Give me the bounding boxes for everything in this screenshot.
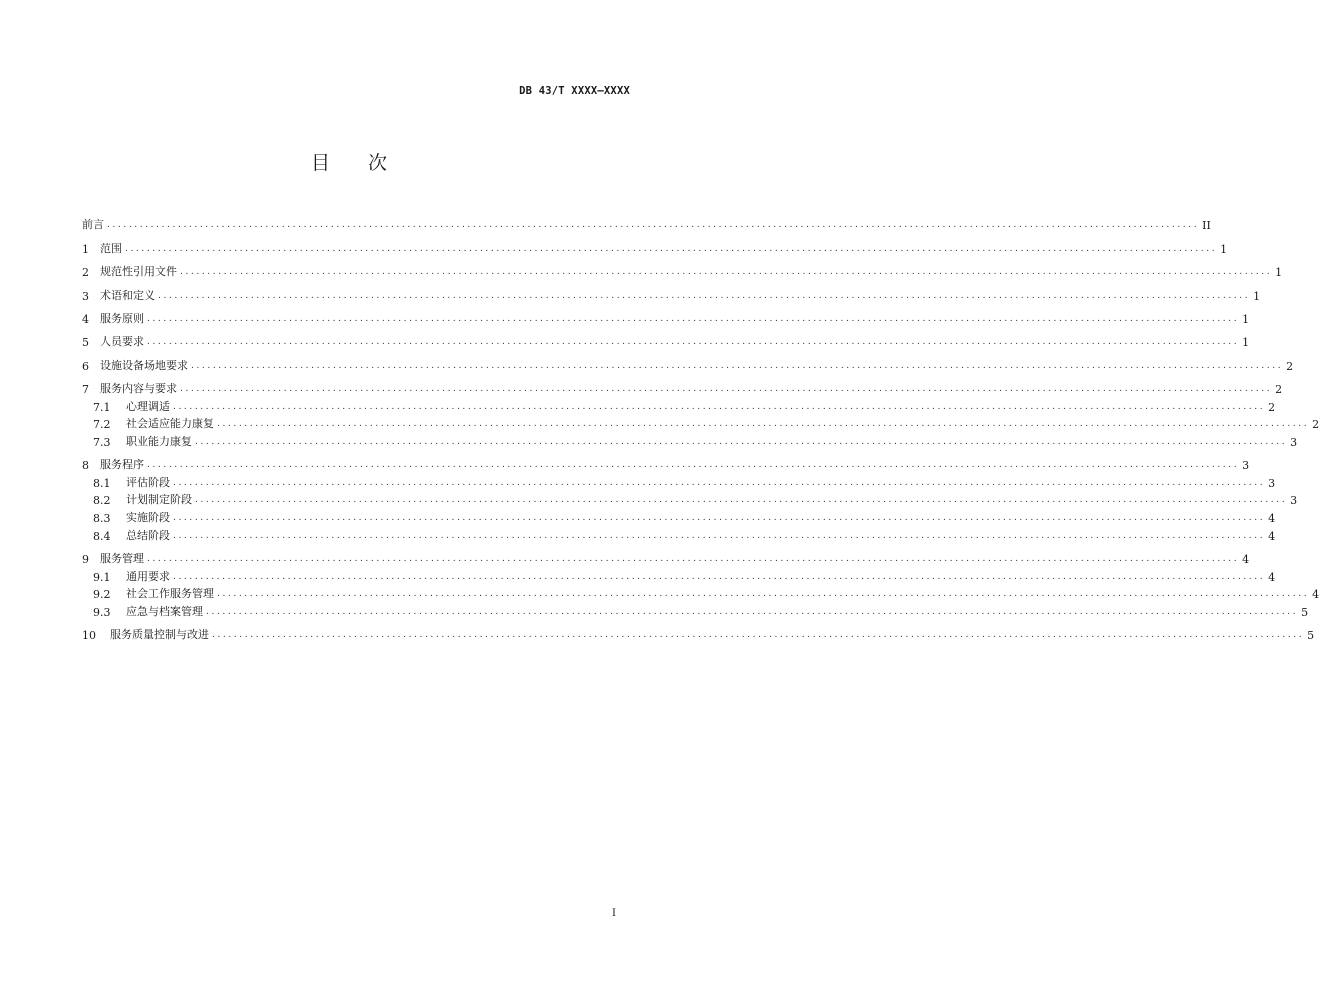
toc-entry-number: 8.2 bbox=[93, 494, 111, 508]
toc-dot-leader: ........................................................................................................................................................................................................ bbox=[180, 267, 1273, 278]
toc-entry-number: 9 bbox=[82, 553, 89, 567]
toc-entry-heading bbox=[82, 527, 170, 543]
toc-entry-label: 术语和定义 bbox=[100, 288, 155, 302]
toc-entry-page: 2 bbox=[1312, 418, 1319, 432]
toc-entry-page: 3 bbox=[1290, 435, 1298, 449]
toc-entry[interactable] bbox=[82, 449, 1250, 473]
toc-entry-label: 服务管理 bbox=[100, 552, 144, 566]
toc-entry-number: 6 bbox=[82, 359, 89, 373]
toc-entry[interactable] bbox=[82, 396, 1276, 414]
toc-entry-number: 7 bbox=[82, 383, 89, 397]
toc-entry[interactable] bbox=[82, 431, 1298, 449]
toc-entry-number: 7.1 bbox=[93, 400, 111, 414]
toc-entry-number: 9.1 bbox=[93, 570, 111, 584]
toc-dot-leader: ........................................................................................................................................................................................................ bbox=[206, 606, 1299, 617]
toc-entry-number: 8.4 bbox=[93, 529, 111, 543]
toc-entry-label: 计划制定阶段 bbox=[126, 493, 192, 507]
toc-entry-label: 服务程序 bbox=[100, 458, 144, 472]
toc-entry[interactable] bbox=[82, 566, 1276, 584]
toc-dot-leader: ........................................................................................................................................................................................................ bbox=[217, 589, 1310, 600]
toc-entry-page: 5 bbox=[1301, 605, 1309, 619]
toc-entry-page: 5 bbox=[1307, 629, 1315, 643]
toc-entry-page: 4 bbox=[1312, 588, 1319, 602]
toc-entry-number: 5 bbox=[82, 336, 89, 350]
toc-entry-page: 1 bbox=[1253, 289, 1261, 303]
toc-entry-page: 4 bbox=[1268, 570, 1276, 584]
toc-entry[interactable] bbox=[82, 601, 1309, 619]
toc-dot-leader: ........................................................................................................................................................................................................ bbox=[180, 384, 1273, 395]
toc-dot-leader: ........................................................................................................................................................................................................ bbox=[217, 419, 1310, 430]
toc-entry-heading bbox=[82, 603, 203, 619]
toc-entry-heading bbox=[82, 415, 214, 431]
toc-dot-leader: ........................................................................................................................................................................................................ bbox=[147, 337, 1240, 348]
toc-entry-number: 1 bbox=[82, 242, 89, 256]
toc-dot-leader: ........................................................................................................................................................................................................ bbox=[173, 571, 1266, 582]
toc-entry-heading bbox=[82, 474, 170, 490]
toc-entry-heading bbox=[82, 240, 122, 256]
toc-entry[interactable] bbox=[82, 525, 1276, 543]
toc-entry-label: 服务原则 bbox=[100, 311, 144, 325]
toc-entry-label: 服务内容与要求 bbox=[100, 382, 177, 396]
toc-entry-label: 职业能力康复 bbox=[126, 434, 192, 448]
toc-entry-number: 10 bbox=[82, 629, 96, 643]
toc-entry-number: 8 bbox=[82, 459, 89, 473]
toc-entry[interactable] bbox=[82, 414, 1319, 432]
toc-entry-page: 3 bbox=[1268, 476, 1276, 490]
toc-dot-leader: ........................................................................................................................................................................................................ bbox=[107, 220, 1200, 231]
toc-entry-page: 1 bbox=[1242, 312, 1250, 326]
toc-entry[interactable] bbox=[82, 303, 1250, 326]
toc-entry-page: 4 bbox=[1242, 553, 1250, 567]
toc-entry-heading bbox=[82, 287, 155, 303]
toc-dot-leader: ........................................................................................................................................................................................................ bbox=[173, 513, 1266, 524]
toc-entry-number: 8.1 bbox=[93, 476, 111, 490]
toc-entry-number: 7.3 bbox=[93, 435, 111, 449]
toc-title: 目次 bbox=[310, 152, 425, 174]
toc-dot-leader: ........................................................................................................................................................................................................ bbox=[191, 360, 1284, 371]
toc-entry-heading bbox=[82, 310, 144, 326]
toc-entry-heading bbox=[82, 263, 177, 279]
toc-entry-heading bbox=[82, 509, 170, 525]
toc-dot-leader: ........................................................................................................................................................................................................ bbox=[158, 290, 1251, 301]
toc-entry-page: 1 bbox=[1242, 336, 1250, 350]
toc-entry-heading bbox=[82, 380, 177, 396]
toc-dot-leader: ........................................................................................................................................................................................................ bbox=[173, 477, 1266, 488]
toc-entry-label: 服务质量控制与改进 bbox=[110, 628, 209, 642]
toc-entry-heading bbox=[82, 456, 144, 472]
toc-entry-page: 3 bbox=[1290, 494, 1298, 508]
toc-entry-label: 前言 bbox=[82, 218, 104, 232]
toc-dot-leader: ........................................................................................................................................................................................................ bbox=[173, 530, 1266, 541]
toc-entry-label: 心理调适 bbox=[126, 399, 170, 413]
toc-entry-label: 评估阶段 bbox=[126, 475, 170, 489]
toc-dot-leader: ........................................................................................................................................................................................................ bbox=[147, 460, 1240, 471]
page-number: I bbox=[612, 908, 616, 919]
toc-entry-label: 通用要求 bbox=[126, 569, 170, 583]
document-code: DB 43/T XXXX—XXXX bbox=[519, 85, 630, 97]
toc-entry[interactable] bbox=[82, 584, 1319, 602]
toc-entry-heading bbox=[82, 216, 104, 232]
toc-entry[interactable] bbox=[82, 543, 1250, 567]
toc-dot-leader: ........................................................................................................................................................................................................ bbox=[147, 554, 1240, 565]
toc-entry-number: 2 bbox=[82, 266, 89, 280]
toc-entry[interactable] bbox=[82, 326, 1250, 350]
toc-entry[interactable] bbox=[82, 279, 1261, 303]
toc-entry-number: 4 bbox=[82, 312, 89, 326]
toc-entry-page: 4 bbox=[1268, 512, 1276, 526]
toc-dot-leader: ........................................................................................................................................................................................................ bbox=[173, 401, 1266, 412]
toc-entry-heading bbox=[82, 568, 170, 584]
toc-entry[interactable] bbox=[82, 490, 1298, 508]
toc-entry[interactable] bbox=[82, 349, 1294, 373]
toc-entry-number: 9.2 bbox=[93, 588, 111, 602]
toc-entry-label: 设施设备场地要求 bbox=[100, 358, 188, 372]
toc-entry-label: 社会适应能力康复 bbox=[126, 417, 214, 431]
toc-entry[interactable] bbox=[82, 373, 1283, 397]
toc-entry-label: 规范性引用文件 bbox=[100, 265, 177, 279]
toc-entry[interactable] bbox=[82, 619, 1315, 643]
toc-entry-page: 2 bbox=[1286, 359, 1294, 373]
toc-entry-label: 应急与档案管理 bbox=[126, 604, 203, 618]
toc-entry-label: 人员要求 bbox=[100, 335, 144, 349]
toc-entry-heading bbox=[82, 585, 214, 601]
toc-entry-heading bbox=[82, 433, 192, 449]
toc-entry-page: 1 bbox=[1275, 266, 1283, 280]
toc-dot-leader: ........................................................................................................................................................................................................ bbox=[195, 495, 1288, 506]
toc-entry[interactable] bbox=[82, 209, 1211, 233]
toc-entry[interactable] bbox=[82, 232, 1228, 256]
toc-entry-page: 4 bbox=[1268, 529, 1276, 543]
toc-entry[interactable] bbox=[82, 256, 1283, 280]
toc-entry-label: 总结阶段 bbox=[126, 528, 170, 542]
toc-dot-leader: ........................................................................................................................................................................................................ bbox=[125, 243, 1218, 254]
toc-entry[interactable] bbox=[82, 472, 1276, 490]
toc-dot-leader: ........................................................................................................................................................................................................ bbox=[147, 313, 1240, 324]
toc-entry-label: 范围 bbox=[100, 241, 122, 255]
toc-entry-label: 实施阶段 bbox=[126, 511, 170, 525]
toc-entry-number: 8.3 bbox=[93, 512, 111, 526]
toc-entry-heading bbox=[82, 626, 209, 642]
toc-entry-page: 2 bbox=[1268, 400, 1276, 414]
toc-entry-page: 2 bbox=[1275, 383, 1283, 397]
toc-entry-page: 3 bbox=[1242, 459, 1250, 473]
toc-entry-label: 社会工作服务管理 bbox=[126, 587, 214, 601]
toc-dot-leader: ........................................................................................................................................................................................................ bbox=[212, 630, 1305, 641]
toc-entry[interactable] bbox=[82, 507, 1276, 526]
toc-entry-number: 7.2 bbox=[93, 418, 111, 432]
toc-dot-leader: ........................................................................................................................................................................................................ bbox=[195, 436, 1288, 447]
toc-entry-heading bbox=[82, 491, 192, 507]
toc-entry-number: 9.3 bbox=[93, 605, 111, 619]
toc-entry-heading bbox=[82, 398, 170, 414]
table-of-contents bbox=[82, 209, 1319, 643]
toc-entry-heading bbox=[82, 333, 144, 349]
toc-entry-page: 1 bbox=[1220, 242, 1228, 256]
toc-entry-heading bbox=[82, 550, 144, 566]
toc-entry-number: 3 bbox=[82, 289, 89, 303]
toc-entry-heading bbox=[82, 357, 188, 373]
toc-entry-page: II bbox=[1202, 219, 1211, 233]
